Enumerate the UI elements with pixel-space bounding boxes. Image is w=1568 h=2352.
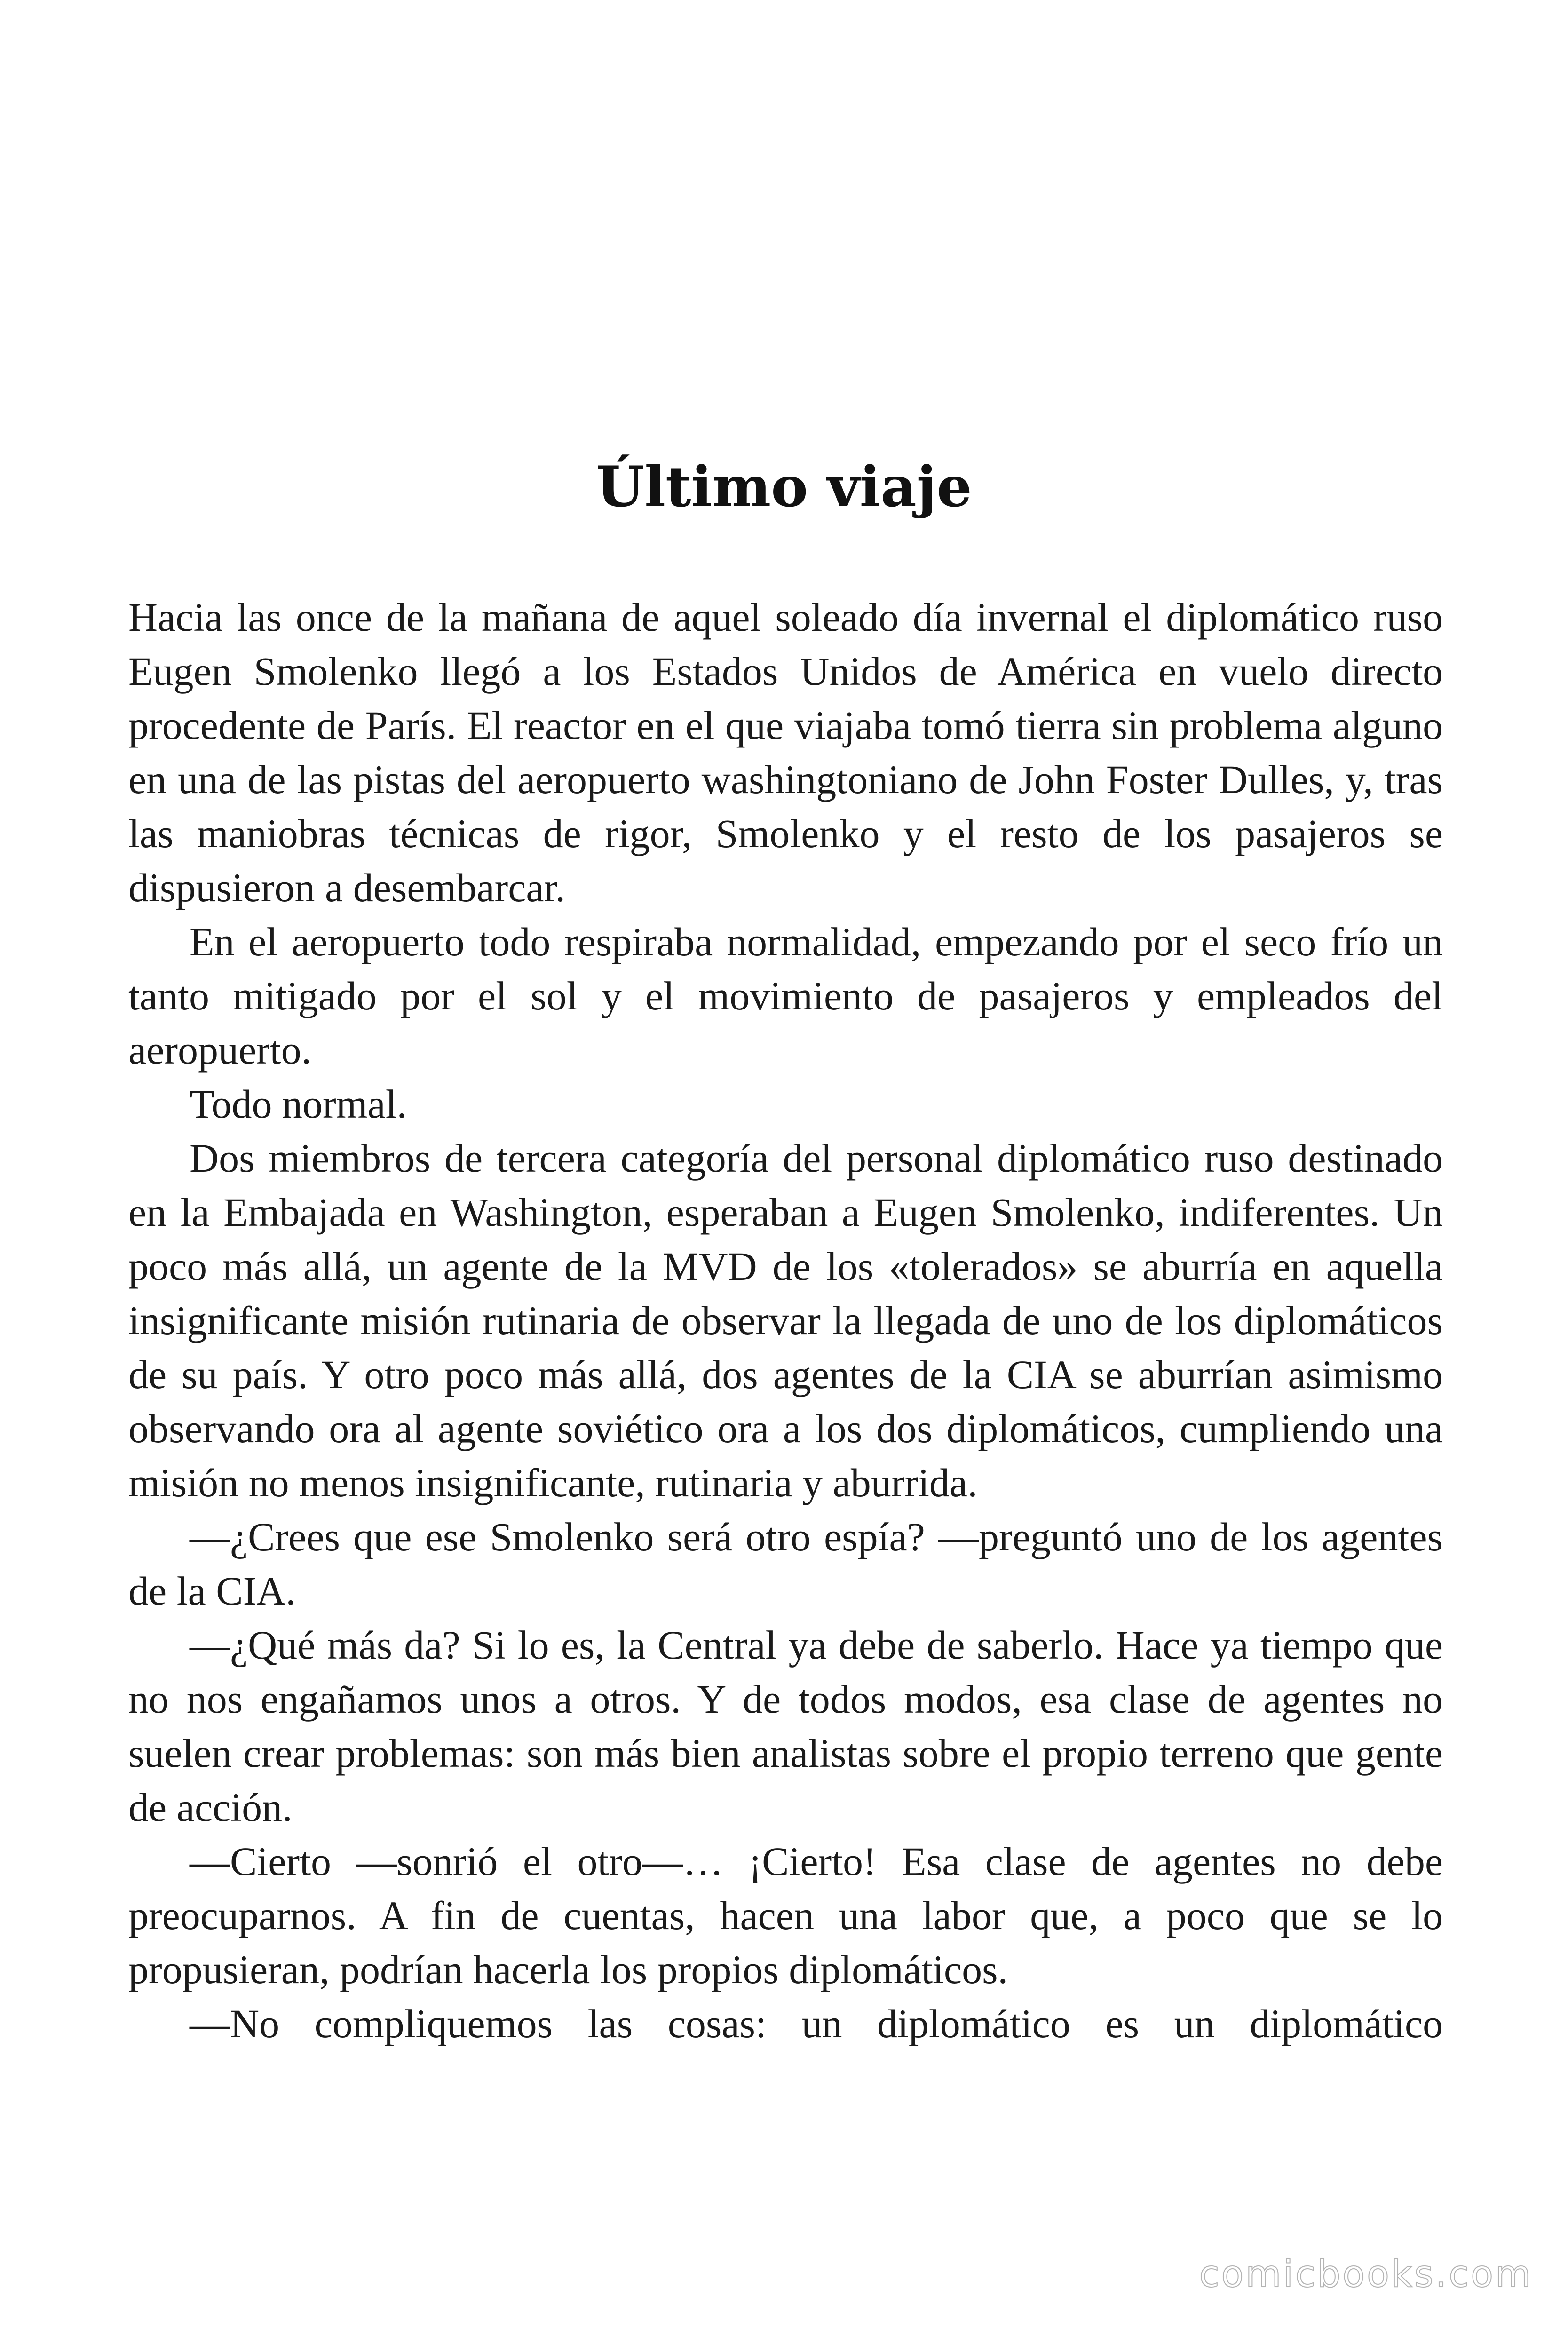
chapter-body (128, 590, 1443, 2051)
paragraph: Dos miembros de tercera categoría del personal diplomático ruso destinado en la Embajada en Washington, esperaban a Eugen Smolenko, indiferentes. Un poco más allá, un agente de la MVD de los «tolerados» se aburría en aquella insignificante misión rutinaria de observar la llegada de uno de los diplomáticos de su país. Y otro poco más allá, dos agentes de la CIA se aburrían asimismo observando ora al agente soviético ora a los dos diplomáticos, cumpliendo una misión no menos insignificante, rutinaria y aburrida. (128, 1136, 1443, 1505)
paragraph: Todo normal. (190, 1081, 407, 1127)
paragraph: —¿Crees que ese Smolenko será otro espía? —preguntó uno de los agentes de la CIA. (128, 1514, 1443, 1613)
paragraph: Hacia las once de la mañana de aquel soleado día invernal el diplomático ruso Eugen Smolenko llegó a los Estados Unidos de América en vuelo directo procedente de París. El reactor en el que viajaba tomó tierra sin problema alguno en una de las pistas del aeropuerto washingtoniano de John Foster Dulles, y, tras las maniobras técnicas de rigor, Smolenko y el resto de los pasajeros se dispusieron a desembarcar. (128, 595, 1443, 910)
paragraph: —¿Qué más da? Si lo es, la Central ya debe de saberlo. Hace ya tiempo que no nos engañamos unos a otros. Y de todos modos, esa clase de agentes no suelen crear problemas: son más bien analistas sobre el propio terreno que gente de acción. (128, 1622, 1443, 1830)
chapter-title: Último viaje (596, 454, 972, 519)
paragraph: —No compliquemos las cosas: un diplomático es un diplomático (190, 2001, 1443, 2046)
paragraph: En el aeropuerto todo respiraba normalidad, empezando por el seco frío un tanto mitigado por el sol y el movimiento de pasajeros y empleados del aeropuerto. (128, 919, 1443, 1073)
watermark: comicbooks.com (1199, 2253, 1533, 2296)
paragraph: —Cierto —sonrió el otro—… ¡Cierto! Esa clase de agentes no debe preocuparnos. A fin de cuentas, hacen una labor que, a poco que se lo propusieran, podrían hacerla los propios diplomáticos. (128, 1839, 1443, 1992)
